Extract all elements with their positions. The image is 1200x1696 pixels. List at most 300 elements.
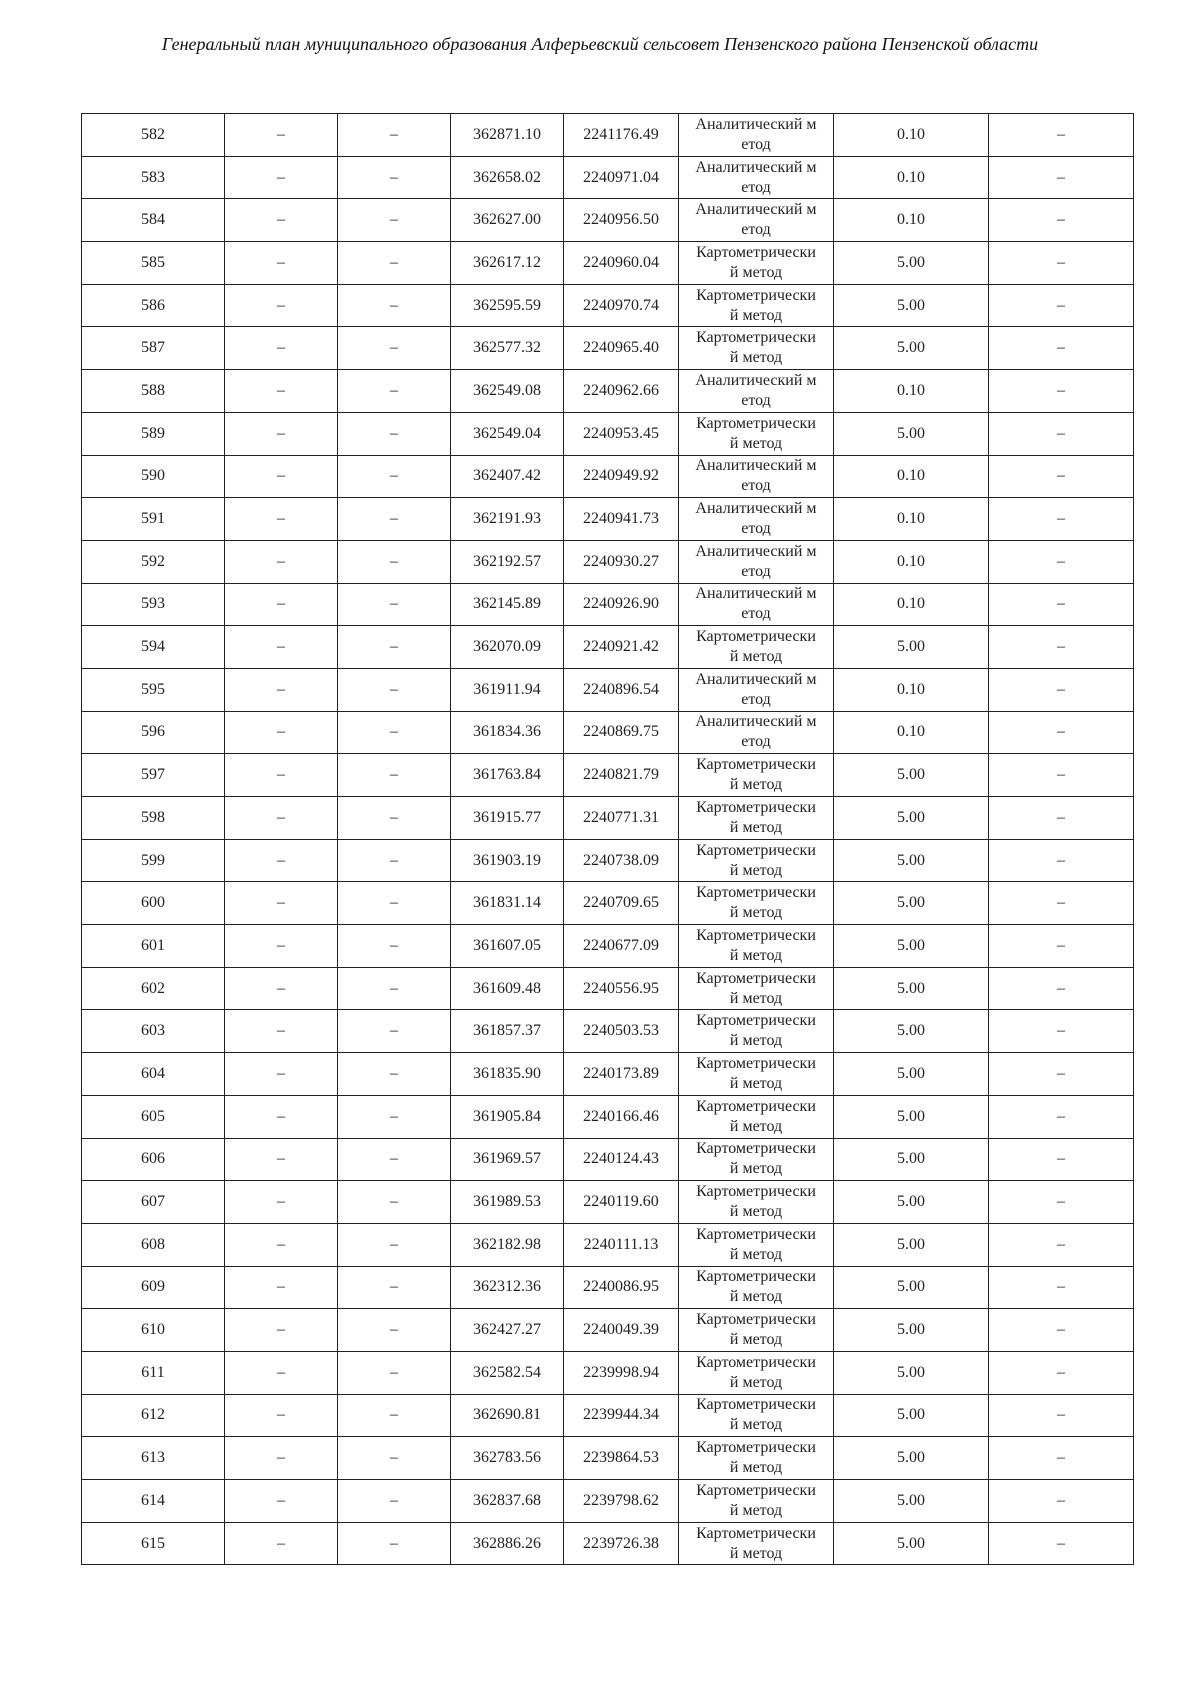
col3-cell: – bbox=[338, 242, 451, 285]
method-text: Картометрический метод bbox=[696, 756, 816, 794]
method-cell bbox=[679, 1053, 834, 1096]
x-coordinate-cell: 361857.37 bbox=[451, 1010, 564, 1053]
col2-cell: – bbox=[225, 284, 338, 327]
method-cell bbox=[679, 284, 834, 327]
y-coordinate-cell: 2240049.39 bbox=[564, 1309, 679, 1352]
col3-cell: – bbox=[338, 626, 451, 669]
col8-cell: – bbox=[989, 754, 1134, 797]
y-coordinate-cell: 2240124.43 bbox=[564, 1138, 679, 1181]
point-number-cell: 590 bbox=[82, 455, 225, 498]
col8-cell: – bbox=[989, 242, 1134, 285]
col3-cell: – bbox=[338, 1095, 451, 1138]
col8-cell: – bbox=[989, 1266, 1134, 1309]
x-coordinate-cell: 361969.57 bbox=[451, 1138, 564, 1181]
method-cell bbox=[679, 797, 834, 840]
point-number-cell: 588 bbox=[82, 370, 225, 413]
accuracy-cell: 5.00 bbox=[834, 412, 989, 455]
accuracy-cell: 5.00 bbox=[834, 967, 989, 1010]
x-coordinate-cell: 361763.84 bbox=[451, 754, 564, 797]
col2-cell: – bbox=[225, 754, 338, 797]
y-coordinate-cell: 2240971.04 bbox=[564, 156, 679, 199]
col2-cell: – bbox=[225, 540, 338, 583]
method-text: Картометрический метод bbox=[696, 1225, 816, 1263]
accuracy-cell: 5.00 bbox=[834, 1266, 989, 1309]
col2-cell: – bbox=[225, 967, 338, 1010]
col8-cell: – bbox=[989, 1522, 1134, 1565]
col3-cell: – bbox=[338, 1522, 451, 1565]
y-coordinate-cell: 2240941.73 bbox=[564, 498, 679, 541]
x-coordinate-cell: 362192.57 bbox=[451, 540, 564, 583]
col8-cell: – bbox=[989, 1309, 1134, 1352]
method-text: Аналитический метод bbox=[695, 670, 817, 708]
table-row bbox=[82, 1351, 1134, 1394]
col3-cell: – bbox=[338, 498, 451, 541]
col2-cell: – bbox=[225, 1351, 338, 1394]
col2-cell: – bbox=[225, 242, 338, 285]
method-cell bbox=[679, 668, 834, 711]
col3-cell: – bbox=[338, 370, 451, 413]
col8-cell: – bbox=[989, 967, 1134, 1010]
point-number-cell: 602 bbox=[82, 967, 225, 1010]
table-row bbox=[82, 967, 1134, 1010]
accuracy-cell: 0.10 bbox=[834, 114, 989, 157]
y-coordinate-cell: 2239944.34 bbox=[564, 1394, 679, 1437]
method-text: Картометрический метод bbox=[696, 628, 816, 666]
col8-cell: – bbox=[989, 1437, 1134, 1480]
x-coordinate-cell: 362595.59 bbox=[451, 284, 564, 327]
col8-cell: – bbox=[989, 1010, 1134, 1053]
col3-cell: – bbox=[338, 1138, 451, 1181]
col8-cell: – bbox=[989, 1394, 1134, 1437]
col3-cell: – bbox=[338, 1266, 451, 1309]
table-row bbox=[82, 1138, 1134, 1181]
y-coordinate-cell: 2240556.95 bbox=[564, 967, 679, 1010]
table-row bbox=[82, 540, 1134, 583]
col8-cell: – bbox=[989, 1095, 1134, 1138]
col3-cell: – bbox=[338, 839, 451, 882]
point-number-cell: 599 bbox=[82, 839, 225, 882]
method-text: Картометрический метод bbox=[696, 1268, 816, 1306]
col2-cell: – bbox=[225, 1223, 338, 1266]
col8-cell: – bbox=[989, 839, 1134, 882]
accuracy-cell: 5.00 bbox=[834, 1394, 989, 1437]
col2-cell: – bbox=[225, 1181, 338, 1224]
y-coordinate-cell: 2240821.79 bbox=[564, 754, 679, 797]
col8-cell: – bbox=[989, 797, 1134, 840]
accuracy-cell: 5.00 bbox=[834, 1480, 989, 1523]
method-text: Картометрический метод bbox=[696, 1524, 816, 1562]
method-cell bbox=[679, 882, 834, 925]
method-text: Аналитический метод bbox=[695, 158, 817, 196]
col3-cell: – bbox=[338, 925, 451, 968]
method-text: Картометрический метод bbox=[696, 841, 816, 879]
x-coordinate-cell: 362582.54 bbox=[451, 1351, 564, 1394]
y-coordinate-cell: 2239864.53 bbox=[564, 1437, 679, 1480]
col3-cell: – bbox=[338, 327, 451, 370]
point-number-cell: 605 bbox=[82, 1095, 225, 1138]
table-row bbox=[82, 1437, 1134, 1480]
table-row bbox=[82, 668, 1134, 711]
col3-cell: – bbox=[338, 1437, 451, 1480]
col2-cell: – bbox=[225, 1309, 338, 1352]
accuracy-cell: 5.00 bbox=[834, 925, 989, 968]
point-number-cell: 584 bbox=[82, 199, 225, 242]
accuracy-cell: 5.00 bbox=[834, 754, 989, 797]
col2-cell: – bbox=[225, 498, 338, 541]
point-number-cell: 607 bbox=[82, 1181, 225, 1224]
method-text: Аналитический метод bbox=[695, 371, 817, 409]
x-coordinate-cell: 362427.27 bbox=[451, 1309, 564, 1352]
y-coordinate-cell: 2239798.62 bbox=[564, 1480, 679, 1523]
accuracy-cell: 5.00 bbox=[834, 839, 989, 882]
table-row bbox=[82, 1181, 1134, 1224]
y-coordinate-cell: 2240965.40 bbox=[564, 327, 679, 370]
accuracy-cell: 5.00 bbox=[834, 327, 989, 370]
col8-cell: – bbox=[989, 1351, 1134, 1394]
col3-cell: – bbox=[338, 583, 451, 626]
point-number-cell: 593 bbox=[82, 583, 225, 626]
method-cell bbox=[679, 199, 834, 242]
accuracy-cell: 5.00 bbox=[834, 284, 989, 327]
x-coordinate-cell: 362182.98 bbox=[451, 1223, 564, 1266]
point-number-cell: 596 bbox=[82, 711, 225, 754]
method-text: Аналитический метод bbox=[695, 713, 817, 751]
method-text: Картометрический метод bbox=[696, 1311, 816, 1349]
col8-cell: – bbox=[989, 711, 1134, 754]
point-number-cell: 610 bbox=[82, 1309, 225, 1352]
col3-cell: – bbox=[338, 1053, 451, 1096]
table-row bbox=[82, 284, 1134, 327]
table-row bbox=[82, 1480, 1134, 1523]
x-coordinate-cell: 362658.02 bbox=[451, 156, 564, 199]
method-cell bbox=[679, 1223, 834, 1266]
accuracy-cell: 5.00 bbox=[834, 1053, 989, 1096]
x-coordinate-cell: 361835.90 bbox=[451, 1053, 564, 1096]
col2-cell: – bbox=[225, 1010, 338, 1053]
y-coordinate-cell: 2240949.92 bbox=[564, 455, 679, 498]
point-number-cell: 604 bbox=[82, 1053, 225, 1096]
method-text: Картометрический метод bbox=[696, 1439, 816, 1477]
table-row bbox=[82, 455, 1134, 498]
point-number-cell: 606 bbox=[82, 1138, 225, 1181]
y-coordinate-cell: 2239998.94 bbox=[564, 1351, 679, 1394]
table-row bbox=[82, 1266, 1134, 1309]
table-row bbox=[82, 114, 1134, 157]
method-text: Картометрический метод bbox=[696, 1140, 816, 1178]
method-cell bbox=[679, 1266, 834, 1309]
method-cell bbox=[679, 583, 834, 626]
y-coordinate-cell: 2240953.45 bbox=[564, 412, 679, 455]
point-number-cell: 597 bbox=[82, 754, 225, 797]
method-text: Картометрический метод bbox=[696, 1054, 816, 1092]
table-row bbox=[82, 327, 1134, 370]
col8-cell: – bbox=[989, 540, 1134, 583]
method-cell bbox=[679, 412, 834, 455]
accuracy-cell: 5.00 bbox=[834, 1095, 989, 1138]
col8-cell: – bbox=[989, 1223, 1134, 1266]
col2-cell: – bbox=[225, 882, 338, 925]
col8-cell: – bbox=[989, 412, 1134, 455]
col3-cell: – bbox=[338, 1480, 451, 1523]
col8-cell: – bbox=[989, 199, 1134, 242]
y-coordinate-cell: 2240738.09 bbox=[564, 839, 679, 882]
method-cell bbox=[679, 925, 834, 968]
table-row bbox=[82, 711, 1134, 754]
point-number-cell: 585 bbox=[82, 242, 225, 285]
point-number-cell: 582 bbox=[82, 114, 225, 157]
y-coordinate-cell: 2240771.31 bbox=[564, 797, 679, 840]
col8-cell: – bbox=[989, 668, 1134, 711]
table-row bbox=[82, 412, 1134, 455]
y-coordinate-cell: 2240869.75 bbox=[564, 711, 679, 754]
col3-cell: – bbox=[338, 711, 451, 754]
col2-cell: – bbox=[225, 1437, 338, 1480]
table-row bbox=[82, 754, 1134, 797]
coordinates-table bbox=[81, 113, 1134, 1565]
method-cell bbox=[679, 839, 834, 882]
method-text: Аналитический метод bbox=[695, 542, 817, 580]
y-coordinate-cell: 2240921.42 bbox=[564, 626, 679, 669]
method-cell bbox=[679, 1480, 834, 1523]
x-coordinate-cell: 362407.42 bbox=[451, 455, 564, 498]
y-coordinate-cell: 2240962.66 bbox=[564, 370, 679, 413]
point-number-cell: 613 bbox=[82, 1437, 225, 1480]
col2-cell: – bbox=[225, 1480, 338, 1523]
table-row bbox=[82, 370, 1134, 413]
point-number-cell: 587 bbox=[82, 327, 225, 370]
y-coordinate-cell: 2240709.65 bbox=[564, 882, 679, 925]
col3-cell: – bbox=[338, 114, 451, 157]
method-cell bbox=[679, 498, 834, 541]
method-text: Аналитический метод bbox=[695, 457, 817, 495]
col8-cell: – bbox=[989, 1138, 1134, 1181]
x-coordinate-cell: 362617.12 bbox=[451, 242, 564, 285]
x-coordinate-cell: 362145.89 bbox=[451, 583, 564, 626]
x-coordinate-cell: 361831.14 bbox=[451, 882, 564, 925]
method-cell bbox=[679, 455, 834, 498]
x-coordinate-cell: 361911.94 bbox=[451, 668, 564, 711]
method-text: Картометрический метод bbox=[696, 1481, 816, 1519]
point-number-cell: 615 bbox=[82, 1522, 225, 1565]
accuracy-cell: 0.10 bbox=[834, 370, 989, 413]
table-row bbox=[82, 1010, 1134, 1053]
table-row bbox=[82, 1522, 1134, 1565]
col2-cell: – bbox=[225, 925, 338, 968]
table-body bbox=[82, 114, 1134, 1565]
method-cell bbox=[679, 242, 834, 285]
point-number-cell: 583 bbox=[82, 156, 225, 199]
method-text: Картометрический метод bbox=[696, 926, 816, 964]
method-text: Картометрический метод bbox=[696, 798, 816, 836]
x-coordinate-cell: 362312.36 bbox=[451, 1266, 564, 1309]
method-text: Картометрический метод bbox=[696, 1097, 816, 1135]
y-coordinate-cell: 2240926.90 bbox=[564, 583, 679, 626]
col2-cell: – bbox=[225, 583, 338, 626]
x-coordinate-cell: 362549.04 bbox=[451, 412, 564, 455]
accuracy-cell: 0.10 bbox=[834, 455, 989, 498]
point-number-cell: 608 bbox=[82, 1223, 225, 1266]
col8-cell: – bbox=[989, 455, 1134, 498]
col2-cell: – bbox=[225, 839, 338, 882]
table-row bbox=[82, 882, 1134, 925]
point-number-cell: 586 bbox=[82, 284, 225, 327]
accuracy-cell: 5.00 bbox=[834, 1351, 989, 1394]
col8-cell: – bbox=[989, 156, 1134, 199]
col8-cell: – bbox=[989, 626, 1134, 669]
point-number-cell: 611 bbox=[82, 1351, 225, 1394]
method-text: Картометрический метод bbox=[696, 329, 816, 367]
col8-cell: – bbox=[989, 284, 1134, 327]
y-coordinate-cell: 2240970.74 bbox=[564, 284, 679, 327]
col8-cell: – bbox=[989, 1480, 1134, 1523]
method-cell bbox=[679, 156, 834, 199]
table-row bbox=[82, 797, 1134, 840]
table-row bbox=[82, 156, 1134, 199]
accuracy-cell: 5.00 bbox=[834, 1437, 989, 1480]
y-coordinate-cell: 2240930.27 bbox=[564, 540, 679, 583]
col3-cell: – bbox=[338, 284, 451, 327]
point-number-cell: 594 bbox=[82, 626, 225, 669]
method-text: Картометрический метод bbox=[696, 1396, 816, 1434]
method-text: Картометрический метод bbox=[696, 1183, 816, 1221]
col8-cell: – bbox=[989, 498, 1134, 541]
col2-cell: – bbox=[225, 711, 338, 754]
col3-cell: – bbox=[338, 754, 451, 797]
accuracy-cell: 0.10 bbox=[834, 711, 989, 754]
point-number-cell: 595 bbox=[82, 668, 225, 711]
table-row bbox=[82, 199, 1134, 242]
x-coordinate-cell: 362191.93 bbox=[451, 498, 564, 541]
x-coordinate-cell: 362690.81 bbox=[451, 1394, 564, 1437]
accuracy-cell: 5.00 bbox=[834, 1010, 989, 1053]
col3-cell: – bbox=[338, 156, 451, 199]
y-coordinate-cell: 2240503.53 bbox=[564, 1010, 679, 1053]
col3-cell: – bbox=[338, 455, 451, 498]
col2-cell: – bbox=[225, 327, 338, 370]
accuracy-cell: 5.00 bbox=[834, 797, 989, 840]
y-coordinate-cell: 2240119.60 bbox=[564, 1181, 679, 1224]
table-row bbox=[82, 626, 1134, 669]
col8-cell: – bbox=[989, 925, 1134, 968]
col3-cell: – bbox=[338, 1351, 451, 1394]
method-cell bbox=[679, 1010, 834, 1053]
table-row bbox=[82, 583, 1134, 626]
method-cell bbox=[679, 754, 834, 797]
col2-cell: – bbox=[225, 199, 338, 242]
col3-cell: – bbox=[338, 797, 451, 840]
col8-cell: – bbox=[989, 583, 1134, 626]
point-number-cell: 612 bbox=[82, 1394, 225, 1437]
x-coordinate-cell: 361915.77 bbox=[451, 797, 564, 840]
method-cell bbox=[679, 1437, 834, 1480]
col3-cell: – bbox=[338, 882, 451, 925]
accuracy-cell: 0.10 bbox=[834, 199, 989, 242]
col2-cell: – bbox=[225, 797, 338, 840]
x-coordinate-cell: 361905.84 bbox=[451, 1095, 564, 1138]
point-number-cell: 609 bbox=[82, 1266, 225, 1309]
col2-cell: – bbox=[225, 455, 338, 498]
method-text: Картометрический метод bbox=[696, 1353, 816, 1391]
point-number-cell: 600 bbox=[82, 882, 225, 925]
method-text: Картометрический метод bbox=[696, 969, 816, 1007]
x-coordinate-cell: 362627.00 bbox=[451, 199, 564, 242]
col3-cell: – bbox=[338, 412, 451, 455]
method-cell bbox=[679, 540, 834, 583]
col8-cell: – bbox=[989, 114, 1134, 157]
accuracy-cell: 0.10 bbox=[834, 498, 989, 541]
method-cell bbox=[679, 1394, 834, 1437]
accuracy-cell: 0.10 bbox=[834, 668, 989, 711]
table-row bbox=[82, 1394, 1134, 1437]
method-text: Картометрический метод bbox=[696, 1012, 816, 1050]
y-coordinate-cell: 2240173.89 bbox=[564, 1053, 679, 1096]
accuracy-cell: 5.00 bbox=[834, 882, 989, 925]
x-coordinate-cell: 362577.32 bbox=[451, 327, 564, 370]
method-cell bbox=[679, 711, 834, 754]
col2-cell: – bbox=[225, 370, 338, 413]
col2-cell: – bbox=[225, 156, 338, 199]
col2-cell: – bbox=[225, 1266, 338, 1309]
x-coordinate-cell: 361834.36 bbox=[451, 711, 564, 754]
col3-cell: – bbox=[338, 1010, 451, 1053]
y-coordinate-cell: 2240896.54 bbox=[564, 668, 679, 711]
page-header: Генеральный план муниципального образования Алферьевский сельсовет Пензенского района Пензенской области bbox=[161, 34, 1039, 54]
method-cell bbox=[679, 1138, 834, 1181]
point-number-cell: 592 bbox=[82, 540, 225, 583]
x-coordinate-cell: 361609.48 bbox=[451, 967, 564, 1010]
method-text: Аналитический метод bbox=[695, 201, 817, 239]
y-coordinate-cell: 2240960.04 bbox=[564, 242, 679, 285]
accuracy-cell: 5.00 bbox=[834, 1309, 989, 1352]
accuracy-cell: 0.10 bbox=[834, 156, 989, 199]
method-cell bbox=[679, 370, 834, 413]
col3-cell: – bbox=[338, 1223, 451, 1266]
accuracy-cell: 5.00 bbox=[834, 1138, 989, 1181]
method-text: Картометрический метод bbox=[696, 884, 816, 922]
accuracy-cell: 0.10 bbox=[834, 583, 989, 626]
col2-cell: – bbox=[225, 668, 338, 711]
accuracy-cell: 5.00 bbox=[834, 1181, 989, 1224]
y-coordinate-cell: 2240166.46 bbox=[564, 1095, 679, 1138]
point-number-cell: 601 bbox=[82, 925, 225, 968]
table-row bbox=[82, 1309, 1134, 1352]
method-cell bbox=[679, 327, 834, 370]
x-coordinate-cell: 361607.05 bbox=[451, 925, 564, 968]
col2-cell: – bbox=[225, 626, 338, 669]
col3-cell: – bbox=[338, 199, 451, 242]
x-coordinate-cell: 361903.19 bbox=[451, 839, 564, 882]
point-number-cell: 603 bbox=[82, 1010, 225, 1053]
method-text: Аналитический метод bbox=[695, 585, 817, 623]
x-coordinate-cell: 362070.09 bbox=[451, 626, 564, 669]
y-coordinate-cell: 2241176.49 bbox=[564, 114, 679, 157]
col3-cell: – bbox=[338, 1394, 451, 1437]
method-text: Картометрический метод bbox=[696, 286, 816, 324]
method-cell bbox=[679, 1522, 834, 1565]
col8-cell: – bbox=[989, 1181, 1134, 1224]
method-cell bbox=[679, 967, 834, 1010]
table-row bbox=[82, 839, 1134, 882]
point-number-cell: 614 bbox=[82, 1480, 225, 1523]
table-row bbox=[82, 498, 1134, 541]
x-coordinate-cell: 362871.10 bbox=[451, 114, 564, 157]
col2-cell: – bbox=[225, 1095, 338, 1138]
col2-cell: – bbox=[225, 412, 338, 455]
table-row bbox=[82, 242, 1134, 285]
y-coordinate-cell: 2240111.13 bbox=[564, 1223, 679, 1266]
point-number-cell: 598 bbox=[82, 797, 225, 840]
col8-cell: – bbox=[989, 370, 1134, 413]
